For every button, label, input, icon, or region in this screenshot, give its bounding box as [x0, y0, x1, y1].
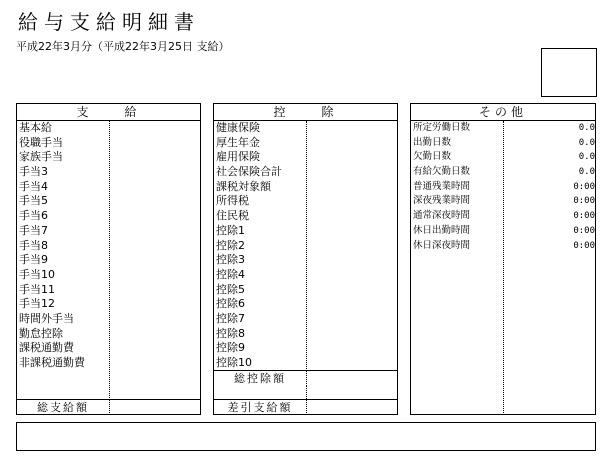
line-item: 控除6 [216, 297, 245, 311]
others-list [411, 121, 595, 253]
deductions-total-row [214, 370, 397, 386]
stat-label: 通常深夜時間 [413, 210, 471, 222]
others-header: その他 [411, 104, 595, 121]
stat-label: 休日深夜時間 [413, 239, 471, 251]
payments-header: 支 給 [17, 104, 200, 121]
stat-value: 0:00 [573, 240, 595, 251]
line-item: 控除4 [216, 267, 245, 281]
line-item: 社会保険合計 [216, 165, 282, 179]
line-item: 所得税 [216, 194, 249, 208]
deductions-header: 控 除 [214, 104, 397, 121]
stat-value: 0.0 [578, 167, 595, 178]
stat-value: 0.0 [578, 152, 595, 163]
stat-row [411, 180, 595, 195]
stat-row [411, 121, 595, 136]
remarks-box [16, 422, 596, 451]
total-deductions-label: 総控除額 [234, 372, 286, 385]
line-item: 手当7 [19, 223, 48, 237]
stat-label: 普通残業時間 [413, 180, 471, 192]
line-item: 控除2 [216, 238, 245, 252]
line-item: 基本給 [19, 121, 52, 134]
line-item: 手当4 [19, 179, 48, 193]
stat-value: 0:00 [573, 225, 595, 236]
line-item: 課税対象額 [216, 179, 271, 193]
line-item: 手当10 [19, 267, 55, 281]
stat-label: 深夜残業時間 [413, 195, 471, 207]
line-item: 手当5 [19, 194, 48, 208]
line-item: 厚生年金 [216, 135, 260, 149]
stat-row [411, 136, 595, 151]
line-item: 控除9 [216, 341, 245, 355]
stat-row [411, 224, 595, 239]
line-item: 手当11 [19, 282, 55, 296]
line-item: 手当9 [19, 253, 48, 267]
stat-row [411, 165, 595, 180]
deductions-panel [213, 103, 398, 415]
gross-pay-value [109, 400, 200, 415]
stat-label: 休日出勤時間 [413, 224, 471, 236]
line-item: 非課税通勤費 [19, 356, 85, 369]
line-item: 手当6 [19, 209, 48, 223]
stat-label: 所定労働日数 [413, 122, 471, 133]
net-pay-row [214, 399, 397, 415]
stat-row [411, 239, 595, 254]
stamp-box [541, 48, 597, 97]
line-item: 手当8 [19, 238, 48, 252]
stat-row [411, 150, 595, 165]
line-item: 健康保険 [216, 121, 260, 134]
stat-row [411, 209, 595, 224]
stat-value: 0:00 [573, 211, 595, 222]
line-item: 手当3 [19, 165, 48, 179]
line-item: 控除5 [216, 282, 245, 296]
line-item: 控除10 [216, 356, 252, 369]
deductions-spacer-line [306, 386, 307, 399]
deductions-list [214, 121, 282, 371]
line-item: 雇用保険 [216, 150, 260, 164]
stat-label: 出勤日数 [413, 136, 452, 148]
payments-divider [109, 121, 110, 400]
stat-value: 0.0 [578, 137, 595, 148]
line-item: 家族手当 [19, 150, 63, 164]
stat-label: 欠勤日数 [413, 151, 452, 163]
payments-total-row [17, 399, 200, 415]
total-deductions-value [306, 371, 397, 386]
stat-value: 0:00 [573, 181, 595, 192]
payments-list [17, 121, 85, 371]
stat-value: 0:00 [573, 196, 595, 207]
stat-label: 有給欠勤日数 [413, 166, 471, 178]
stat-row [411, 194, 595, 209]
payments-panel [16, 103, 201, 415]
line-item: 住民税 [216, 209, 249, 223]
deductions-divider [306, 121, 307, 371]
line-item: 控除1 [216, 223, 245, 237]
net-pay-label: 差引支給額 [227, 401, 293, 414]
line-item: 控除8 [216, 326, 245, 340]
line-item: 役職手当 [19, 135, 63, 149]
pay-period: 平成22年3月分（平成22年3月25日 支給） [16, 40, 230, 53]
line-item: 控除3 [216, 253, 245, 267]
gross-pay-label: 総支給額 [37, 401, 89, 414]
net-pay-value [306, 400, 397, 415]
others-panel [410, 103, 596, 415]
stat-value: 0.0 [578, 123, 595, 133]
line-item: 勤怠控除 [19, 326, 63, 340]
line-item: 手当12 [19, 297, 55, 311]
line-item: 課税通勤費 [19, 341, 74, 355]
document-title: 給与支給明細書 [18, 10, 200, 34]
line-item: 時間外手当 [19, 311, 74, 325]
line-item: 控除7 [216, 311, 245, 325]
